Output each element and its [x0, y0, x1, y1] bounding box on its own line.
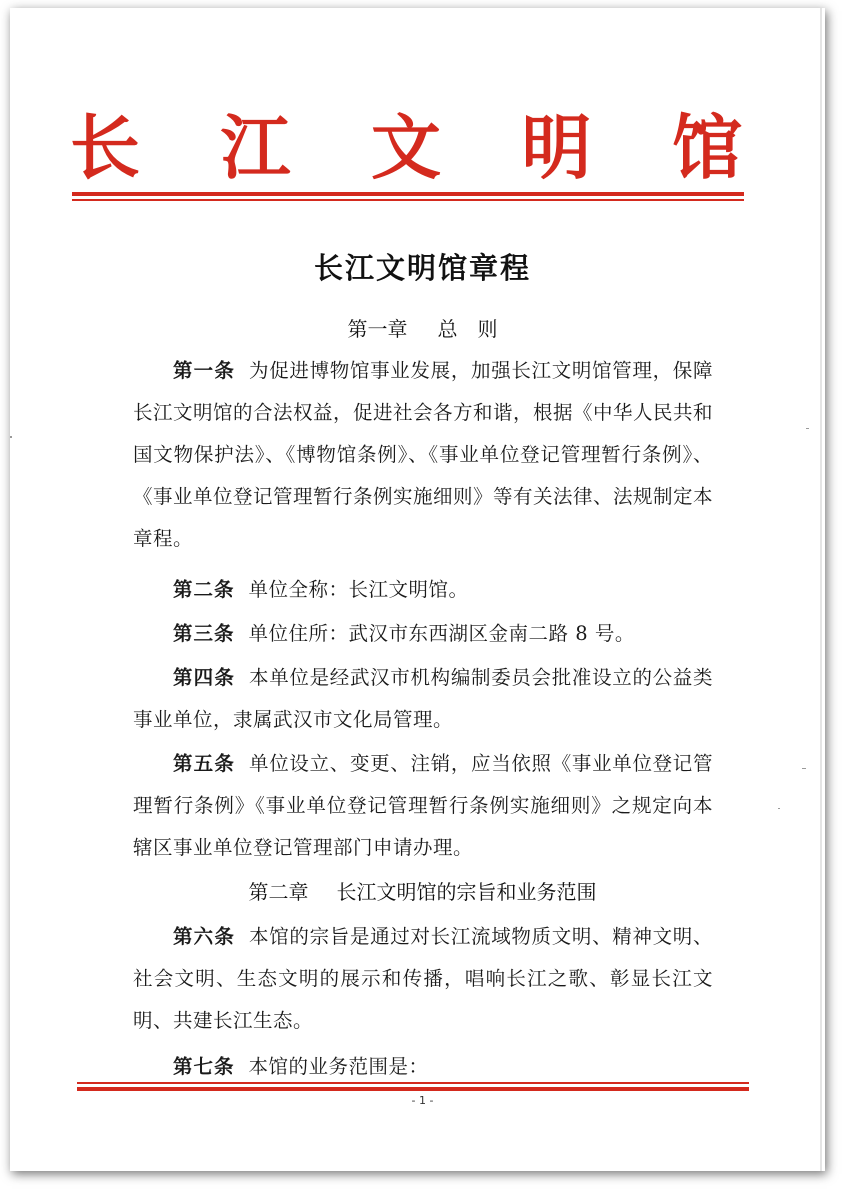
- article-lead: 第七条: [173, 1055, 235, 1078]
- article-6: [133, 916, 713, 1042]
- article-lead: 第三条: [173, 622, 235, 645]
- article-text: 单位住所：武汉市东西湖区金南二路 8 号。: [248, 622, 635, 645]
- chapter-name: 总 则: [437, 317, 498, 341]
- letterhead-char: 长: [70, 106, 140, 189]
- article-text: 本馆的业务范围是：: [248, 1055, 429, 1078]
- article-1: [133, 350, 713, 560]
- page-edge-shadow: [820, 8, 822, 1171]
- article-lead: 第一条: [173, 359, 236, 382]
- letterhead-char: 馆: [672, 106, 742, 189]
- letterhead-rule-thick: [72, 192, 744, 196]
- scan-speck: [806, 428, 809, 429]
- letterhead-title: [70, 108, 742, 188]
- document-title: 长江文明馆章程: [313, 251, 531, 285]
- chapter-name: 长江文明馆的宗旨和业务范围: [336, 880, 597, 904]
- article-4: [133, 657, 713, 741]
- scan-speck: [802, 768, 806, 769]
- chapter-number: 第二章: [248, 880, 309, 904]
- letterhead-char: 明: [521, 106, 592, 189]
- document-page: [10, 8, 825, 1171]
- chapter-number: 第一章: [347, 317, 408, 341]
- article-text: 本馆的宗旨是通过对长江流域物质文明、精神文明、社会文明、生态文明的展示和传播，唱响长江之歌、彰显长江文明、共建长江生态。: [133, 925, 713, 1032]
- article-text: 单位设立、变更、注销，应当依照《事业单位登记管理暂行条例》《事业单位登记管理暂行条例实施细则》之规定向本辖区事业单位登记管理部门申请办理。: [133, 752, 713, 859]
- article-text: 单位全称：长江文明馆。: [248, 578, 469, 601]
- article-lead: 第六条: [173, 925, 236, 948]
- footer-rule-thick: [77, 1087, 749, 1091]
- article-text: 为促进博物馆事业发展，加强长江文明馆管理，保障长江文明馆的合法权益，促进社会各方和谐，根据《中华人民共和国文物保护法》、《博物馆条例》、《事业单位登记管理暂行条例》、《事业单位登记管理暂行条例实施细则》等有关法律、法规制定本章程。: [133, 359, 714, 550]
- article-lead: 第五条: [173, 752, 236, 775]
- scan-speck: [778, 808, 780, 809]
- article-lead: 第二条: [173, 578, 235, 601]
- footer-rule-thin: [77, 1082, 749, 1084]
- letterhead-rule-thin: [72, 199, 744, 201]
- letterhead-char: 文: [371, 106, 441, 189]
- article-text: 本单位是经武汉市机构编制委员会批准设立的公益类事业单位，隶属武汉市文化局管理。: [133, 666, 713, 731]
- article-lead: 第四条: [173, 666, 236, 689]
- chapter-heading-2: [10, 876, 825, 905]
- chapter-heading-1: [10, 313, 825, 342]
- scan-speck: [10, 436, 12, 438]
- article-5: [133, 743, 713, 869]
- page-number: - 1 -: [411, 1094, 434, 1107]
- article-3: [133, 613, 713, 655]
- letterhead-char: 江: [220, 106, 291, 189]
- article-2: [133, 569, 713, 611]
